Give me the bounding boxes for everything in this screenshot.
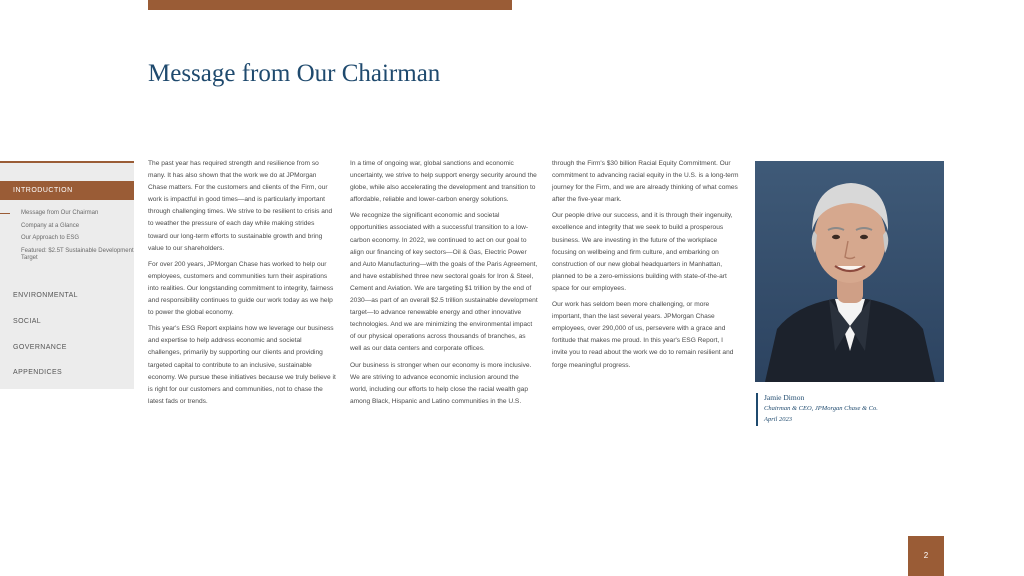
paragraph: We recognize the significant economic and societal opportunities associated with a successful transition to a low-carbon economy. In 2022, we continued to act on our goal to align our financing of key sectors—Oil & Gas, Electric Power and Auto Manufacturing—with the goals of the Paris Agreement, and have established three new sectoral goals for Iron & Steel, Cement and Aviation. We are targeting $1 trillion by the end of 2030—as part of an overall $2.5 trillion sustainable development target—to advance renewable energy and other innovative technologies. And we are minimizing the environmental impact of our physical operations across thousands of branches, as well as our data centers and corporate offices.	[350, 212, 538, 353]
nav-section-governance[interactable]: GOVERNANCE	[13, 344, 67, 351]
paragraph: In a time of ongoing war, global sanctions and economic uncertainty, we strive to help support energy security around the globe, while also accelerating the development and transition to affordable, reliable and lower-carbon energy solutions.	[350, 160, 537, 204]
nav-item-approach-to-esg[interactable]: Our Approach to ESG	[21, 235, 80, 241]
body-column-3	[552, 158, 740, 376]
caption-role: Chairman & CEO, JPMorgan Chase & Co.	[764, 405, 878, 412]
top-accent-bar	[148, 0, 512, 10]
paragraph: This year's ESG Report explains how we leverage our business and expertise to help address economic and societal challenges, primarily by supporting our clients and providing targeted capital to contribute to an inclusive, sustainable economy. We pursue these initiatives because we truly believe it is right for our customers and communities, not to chase the latest fads or trends.	[148, 325, 336, 405]
caption-date: April 2023	[764, 416, 792, 423]
paragraph: The past year has required strength and resilience from so many. It has also shown that the work we do at JPMorgan Chase matters. For the customers and clients of the Firm, our work is impactful in good times—and is particularly important through challenging times. We strive to be resilient to crisis and to weather the pressure of each day while making strides toward our long-term efforts to sustainable growth and bring value to our shareholders.	[148, 160, 333, 252]
page-title: Message from Our Chairman	[148, 60, 441, 87]
chairman-portrait	[755, 161, 944, 382]
paragraph: Our work has seldom been more challenging, or more important, than the last several years. JPMorgan Chase employees, over 290,000 of us, persevere with a grace and fortitude that makes me proud. In this year's ESG Report, I invite you to read about the work we do to remain resilient and forge meaningful progress.	[552, 301, 734, 369]
portrait-illustration	[755, 161, 944, 382]
nav-item-company-at-a-glance[interactable]: Company at a Glance	[21, 222, 80, 229]
paragraph: Our people drive our success, and it is through their ingenuity, excellence and integrity that we seek to build a prosperous business. We are investing in the future of the workplace focusing on wellbeing and firm culture, and embarking on construction of our new global headquarters in Manhattan, planned to be a zero-emissions building with state-of-the-art space for our employees.	[552, 212, 733, 292]
page-number: 2	[908, 536, 944, 576]
body-column-1	[148, 158, 336, 412]
nav-section-environmental[interactable]: ENVIRONMENTAL	[13, 292, 78, 299]
paragraph: Our business is stronger when our economy is more inclusive. We are striving to advance economic inclusion around the world, including our efforts to help close the racial wealth gap among Black, Hispanic and Latino communities in the U.S.	[350, 361, 532, 405]
nav-section-social[interactable]: SOCIAL	[13, 318, 42, 325]
nav-item-sustainable-development-target[interactable]: Featured: $2.5T Sustainable Development Target	[21, 247, 134, 261]
nav-item-message-from-chairman[interactable]: Message from Our Chairman	[0, 210, 134, 218]
body-column-2	[350, 158, 538, 412]
nav-sub-list	[0, 210, 134, 268]
paragraph: For over 200 years, JPMorgan Chase has worked to help our employees, customers and communities turn their aspirations into realities. Our longstanding commitment to integrity, fairness and responsibility continues to guide our work today as we help to power the global economy.	[148, 260, 334, 317]
nav-section-appendices[interactable]: APPENDICES	[13, 369, 63, 376]
sidebar-top-rule	[0, 161, 134, 163]
portrait-caption	[756, 393, 878, 426]
nav-section-introduction[interactable]: INTRODUCTION	[0, 181, 134, 200]
caption-name: Jamie Dimon	[764, 393, 805, 402]
paragraph: through the Firm's $30 billion Racial Equity Commitment. Our commitment to advancing racial equity in the U.S. is a long-term journey for the Firm, and we are already thinking of what comes after the five-year mark.	[552, 160, 739, 204]
sidebar-nav	[0, 161, 134, 389]
